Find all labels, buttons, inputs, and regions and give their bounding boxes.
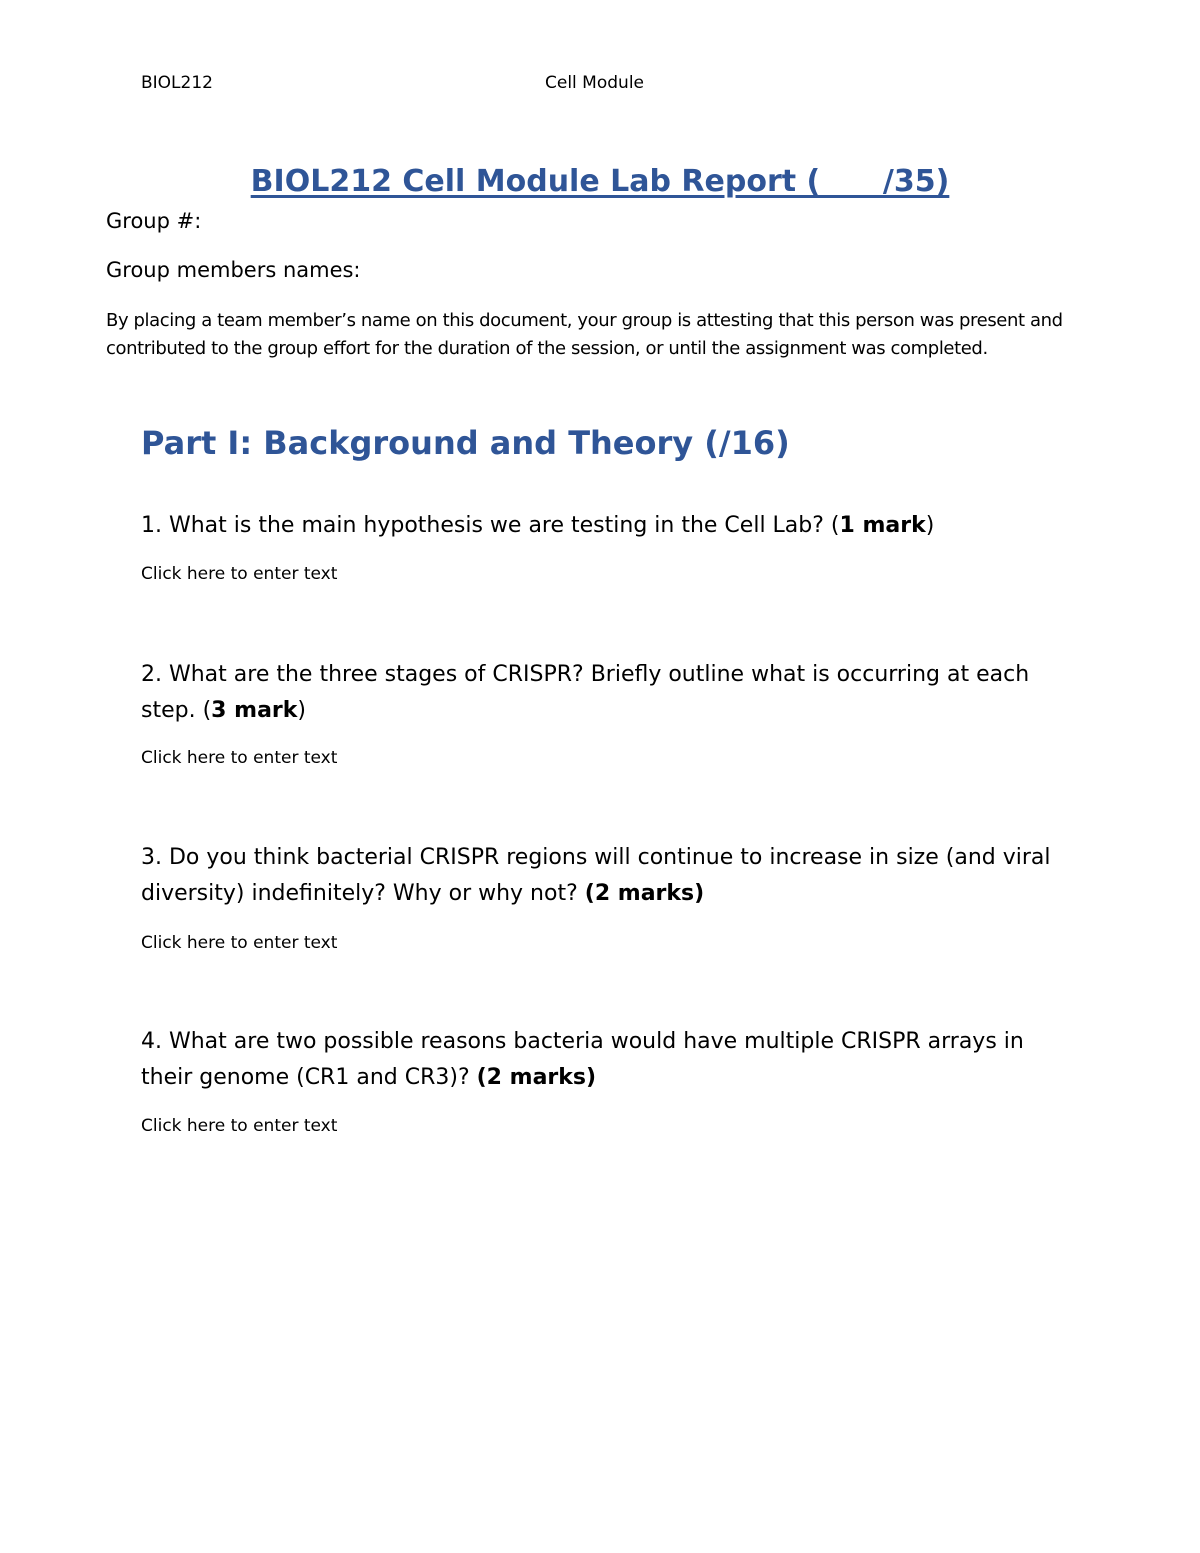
question-1-suffix: ) bbox=[925, 513, 935, 538]
question-1 bbox=[141, 508, 1071, 544]
answer-4-field[interactable]: Click here to enter text bbox=[141, 1116, 338, 1136]
question-2-marks: 3 mark bbox=[211, 698, 298, 723]
part-1-heading: Part I: Background and Theory (/16) bbox=[141, 424, 790, 462]
question-2-text: 2. What are the three stages of CRISPR? Briefly outline what is occurring at each step. ( bbox=[141, 662, 1030, 723]
question-1-marks: 1 mark bbox=[839, 513, 926, 538]
answer-3-field[interactable]: Click here to enter text bbox=[141, 933, 338, 953]
question-3 bbox=[141, 840, 1071, 912]
document-title: BIOL212 Cell Module Lab Report ( /35) bbox=[250, 164, 950, 199]
question-4-text: 4. What are two possible reasons bacteria would have multiple CRISPR arrays in their genome (CR1 and CR3)? bbox=[141, 1029, 1024, 1090]
group-number-label: Group #: bbox=[106, 209, 202, 233]
header-course-code: BIOL212 bbox=[141, 73, 213, 93]
question-4-marks: (2 marks) bbox=[476, 1065, 597, 1090]
question-2 bbox=[141, 657, 1071, 729]
question-1-text: 1. What is the main hypothesis we are testing in the Cell Lab? ( bbox=[141, 513, 840, 538]
question-3-marks: (2 marks) bbox=[584, 881, 705, 906]
header-module-name: Cell Module bbox=[545, 73, 644, 93]
question-4 bbox=[141, 1024, 1071, 1096]
question-2-suffix: ) bbox=[297, 698, 306, 723]
attestation-paragraph: By placing a team member’s name on this document, your group is attesting that this person was present and contributed to the group effort for the duration of the session, or until the assignment was completed. bbox=[106, 310, 1063, 359]
answer-1-field[interactable]: Click here to enter text bbox=[141, 564, 338, 584]
answer-2-field[interactable]: Click here to enter text bbox=[141, 748, 338, 768]
group-members-label: Group members names: bbox=[106, 258, 361, 282]
question-3-text: 3. Do you think bacterial CRISPR regions will continue to increase in size (and viral diversity) indefinitely? Why or why not? bbox=[141, 845, 1051, 906]
